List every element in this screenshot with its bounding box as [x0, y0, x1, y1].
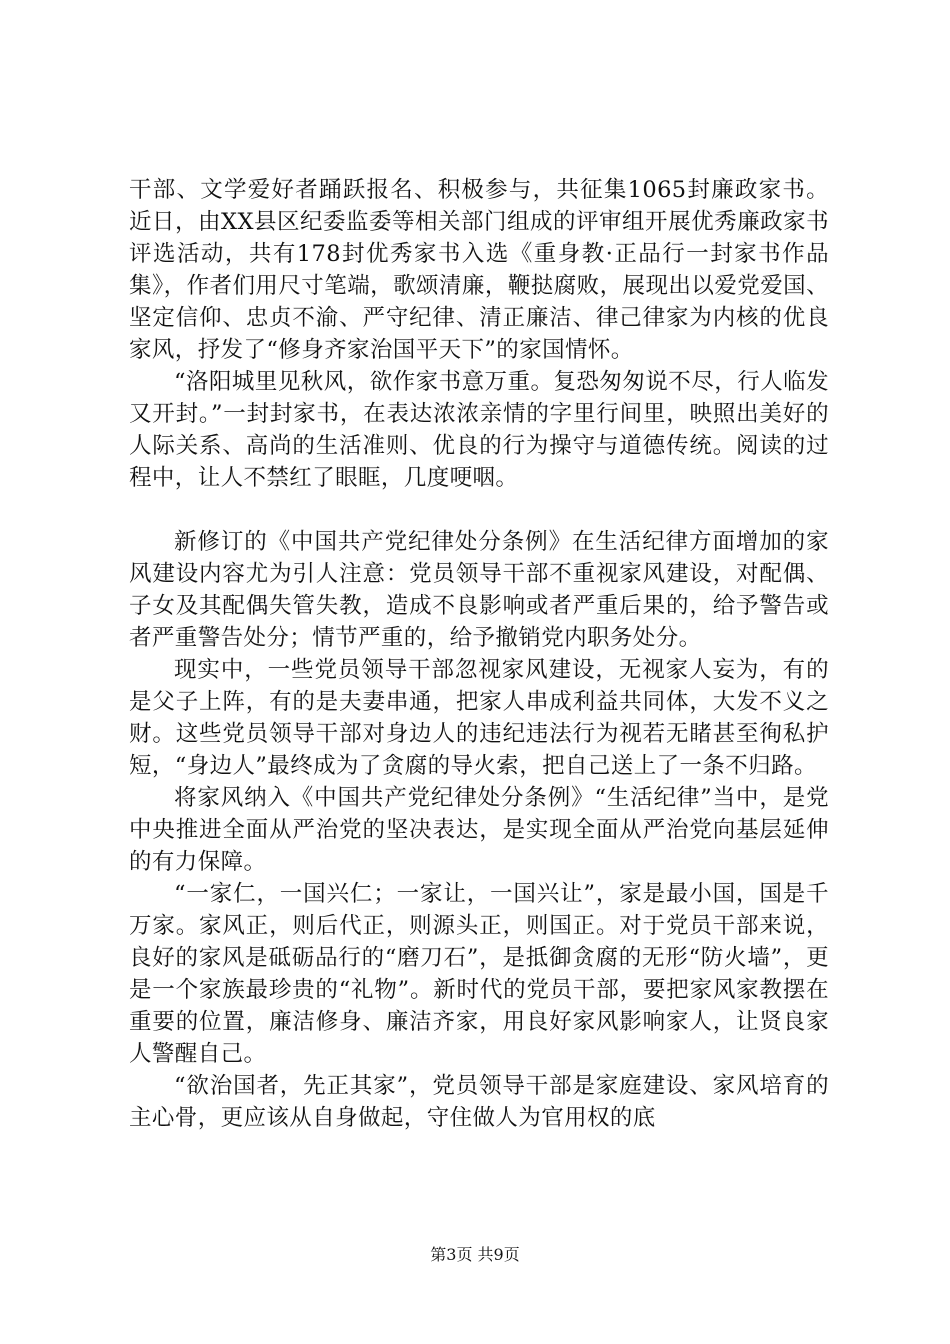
paragraph-continued: 干部、文学爱好者踊跃报名、积极参与，共征集1065封廉政家书。近日，由XX县区纪委监委等相关部门组成的评审组开展优秀廉政家书评选活动，共有178封优秀家书入选《重身教·正品行一封家书作品集》，作者们用尺寸笔端，歌颂清廉，鞭挞腐败，展现出以爱党爱国、坚定信仰、忠贞不渝、严守纪律、清正廉洁、律己律家为内核的优良家风，抒发了“修身齐家治国平天下”的家国情怀。 — [129, 177, 829, 363]
paragraph-family-nation: “一家仁，一国兴仁；一家让，一国兴让”，家是最小国，国是千万家。家风正，则后代正，则源头正，则国正。对于党员干部来说，良好的家风是砥砺品行的“磨刀石”，是抵御贪腐的无形“防火墙”，更是一个家族最珍贵的“礼物”。新时代的党员干部，要把家风家教摆在重要的位置，廉洁修身、廉洁齐家，用良好家风影响家人，让贤良家人警醒自己。 — [129, 881, 829, 1067]
paragraph-poem-quote: “洛阳城里见秋风，欲作家书意万重。复恐匆匆说不尽，行人临发又开封。”一封封家书，在表达浓浓亲情的字里行间里，映照出美好的人际关系、高尚的生活准则、优良的行为操守与道德传统。阅读的过程中，让人不禁红了眼眶，几度哽咽。 — [129, 369, 829, 491]
page-number-footer: 第3页 共9页 — [430, 1245, 520, 1264]
paragraph-discipline: 将家风纳入《中国共产党纪律处分条例》“生活纪律”当中，是党中央推进全面从严治党的坚决表达，是实现全面从严治党向基层延伸的有力保障。 — [129, 785, 829, 875]
paragraph-govern-family: “欲治国者，先正其家”，党员领导干部是家庭建设、家风培育的主心骨，更应该从自身做起，守住做人为官用权的底 — [129, 1073, 829, 1131]
paragraph-regulation: 新修订的《中国共产党纪律处分条例》在生活纪律方面增加的家风建设内容尤为引人注意：党员领导干部不重视家风建设，对配偶、子女及其配偶失管失教，造成不良影响或者严重后果的，给予警告或者严重警告处分；情节严重的，给予撤销党内职务处分。 — [129, 529, 829, 651]
document-body — [129, 174, 829, 1134]
paragraph-reality: 现实中，一些党员领导干部忽视家风建设，无视家人妄为，有的是父子上阵，有的是夫妻串通，把家人串成利益共同体，大发不义之财。这些党员领导干部对身边人的违纪违法行为视若无睹甚至徇私护短，“身边人”最终成为了贪腐的导火索，把自己送上了一条不归路。 — [129, 657, 829, 779]
